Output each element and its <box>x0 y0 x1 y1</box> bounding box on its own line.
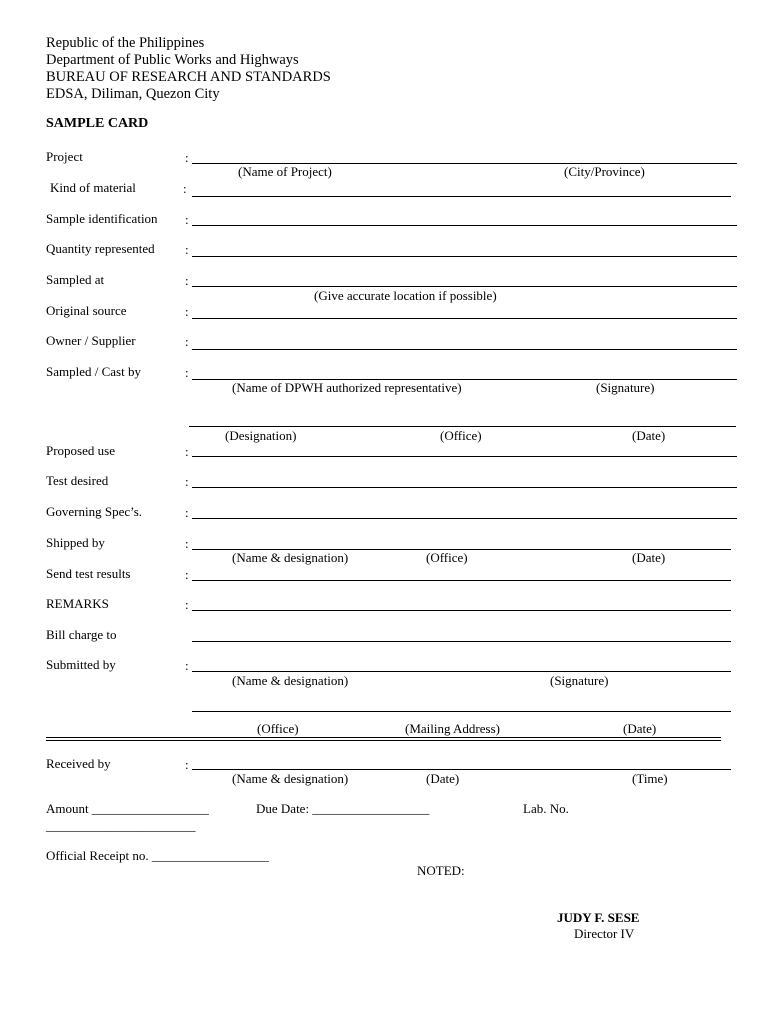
label-governing-specs: Governing Spec’s. <box>46 504 143 519</box>
label-quantity-represented: Quantity represented <box>46 241 155 256</box>
colon: : <box>185 505 189 520</box>
original-source-line[interactable] <box>192 318 737 319</box>
caption-signature: (Signature) <box>596 380 655 395</box>
label-lab-no: Lab. No. <box>523 801 569 816</box>
caption-office: (Office) <box>426 550 468 565</box>
header-line-1: Republic of the Philippines <box>46 35 205 51</box>
header-line-4: EDSA, Diliman, Quezon City <box>46 86 220 102</box>
caption-date: (Date) <box>623 721 657 736</box>
colon: : <box>185 658 189 673</box>
label-shipped-by: Shipped by <box>46 535 105 550</box>
caption-mailing-address: (Mailing Address) <box>405 721 500 736</box>
label-original-source: Original source <box>46 303 127 318</box>
quantity-represented-line[interactable] <box>192 256 737 257</box>
caption-name-of-project: (Name of Project) <box>238 164 332 179</box>
label-project: Project <box>46 149 83 164</box>
caption-date: (Date) <box>426 771 460 786</box>
caption-time: (Time) <box>632 771 668 786</box>
colon: : <box>185 597 189 612</box>
caption-name-designation: (Name & designation) <box>232 771 349 786</box>
signatory-name: JUDY F. SESE <box>557 910 640 925</box>
colon: : <box>183 181 187 196</box>
caption-date: (Date) <box>632 550 666 565</box>
colon: : <box>185 334 189 349</box>
section-divider <box>46 737 721 741</box>
colon: : <box>185 757 189 772</box>
colon: : <box>185 273 189 288</box>
caption-city-province: (City/Province) <box>564 164 645 179</box>
label-received-by: Received by <box>46 756 111 771</box>
received-by-line[interactable] <box>192 769 731 770</box>
colon: : <box>185 304 189 319</box>
bill-charge-to-line[interactable] <box>192 641 731 642</box>
proposed-use-line[interactable] <box>192 456 737 457</box>
office-address-line[interactable] <box>192 711 731 712</box>
colon: : <box>185 242 189 257</box>
sampled-at-line[interactable] <box>192 286 737 287</box>
send-test-results-line[interactable] <box>192 580 731 581</box>
colon: : <box>185 536 189 551</box>
label-sampled-cast-by: Sampled / Cast by <box>46 364 141 379</box>
signatory-title: Director IV <box>574 926 635 941</box>
caption-office: (Office) <box>440 428 482 443</box>
owner-supplier-line[interactable] <box>192 349 737 350</box>
label-test-desired: Test desired <box>46 473 109 488</box>
header-line-3: BUREAU OF RESEARCH AND STANDARDS <box>46 69 331 85</box>
label-send-test-results: Send test results <box>46 566 131 581</box>
label-noted: NOTED: <box>417 863 465 878</box>
colon: : <box>185 474 189 489</box>
caption-office: (Office) <box>257 721 299 736</box>
caption-name-designation: (Name & designation) <box>232 550 349 565</box>
due-date-field[interactable]: Due Date: __________________ <box>256 801 430 816</box>
label-kind-of-material: Kind of material <box>50 180 136 195</box>
caption-date: (Date) <box>632 428 666 443</box>
designation-line[interactable] <box>189 426 736 427</box>
colon: : <box>185 444 189 459</box>
header-line-2: Department of Public Works and Highways <box>46 52 299 68</box>
label-owner-supplier: Owner / Supplier <box>46 333 136 348</box>
colon: : <box>185 567 189 582</box>
caption-name-designation: (Name & designation) <box>232 673 349 688</box>
test-desired-line[interactable] <box>192 487 737 488</box>
caption-designation: (Designation) <box>225 428 297 443</box>
form-title: SAMPLE CARD <box>46 116 149 131</box>
colon: : <box>185 212 189 227</box>
official-receipt-field[interactable]: Official Receipt no. __________________ <box>46 848 269 863</box>
label-proposed-use: Proposed use <box>46 443 115 458</box>
caption-accurate-location: (Give accurate location if possible) <box>314 288 497 303</box>
amount-field[interactable]: Amount __________________ <box>46 801 209 816</box>
sample-identification-line[interactable] <box>192 225 737 226</box>
caption-dpwh-representative: (Name of DPWH authorized representative) <box>232 380 462 395</box>
remarks-line[interactable] <box>192 610 731 611</box>
label-remarks: REMARKS <box>46 596 109 611</box>
lab-no-line[interactable]: _______________________ <box>46 818 196 833</box>
label-bill-charge-to: Bill charge to <box>46 627 117 642</box>
label-sampled-at: Sampled at <box>46 272 105 287</box>
kind-of-material-line[interactable] <box>192 196 731 197</box>
caption-signature: (Signature) <box>550 673 609 688</box>
colon: : <box>185 150 189 165</box>
governing-specs-line[interactable] <box>192 518 737 519</box>
label-sample-identification: Sample identification <box>46 211 158 226</box>
submitted-by-line[interactable] <box>192 671 731 672</box>
label-submitted-by: Submitted by <box>46 657 116 672</box>
colon: : <box>185 365 189 380</box>
